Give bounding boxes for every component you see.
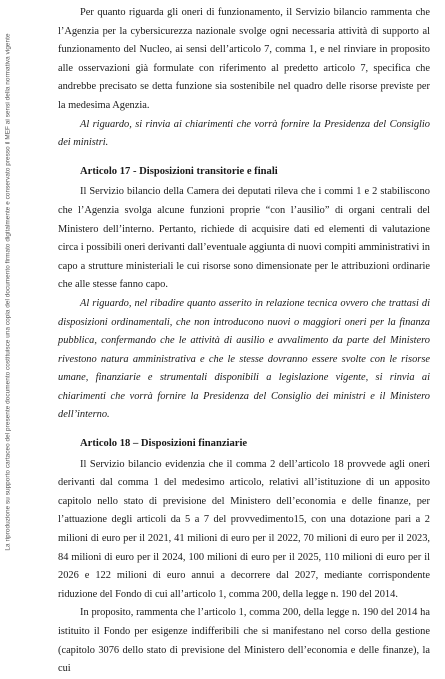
article-18-paragraph-1: Il Servizio bilancio evidenzia che il comma 2 dell’articolo 18 provvede agli oneri derivanti dal comma 1 del medesimo articolo, relativi all’istituzione di un apposito capitolo nello stato di previsione del Ministero dell’economia e delle finanze, per l’attuazione degli articoli da 5 a 7 del provvedimento15, con una dotazione pari a 2 milioni di euro per il 2021, 41 milioni di euro per il 2022, 70 milioni di euro per il 2023, 84 milioni di euro per il 2024, 100 milioni di euro per il 2025, 110 milioni di euro per il 2026 e 122 milioni di euro annui a decorrere dal 2027, mediante corrispondente riduzione del Fondo di cui all’articolo 1, comma 200, della legge n. 190 del 2014. bbox=[58, 458, 430, 600]
article-18-heading: Articolo 18 – Disposizioni finanziarie bbox=[80, 438, 248, 450]
paragraph-rinvio-presidenza: Al riguardo, si rinvia ai chiarimenti che vorrà fornire la Presidenza del Consiglio dei ministri. bbox=[58, 118, 430, 149]
article-18-paragraph-2: In proposito, rammenta che l’articolo 1, comma 200, della legge n. 190 del 2014 ha istituito il Fondo per esigenze indifferibili che si manifestano nel corso della gestione (capitolo 3076 dello stato di previsione del Ministero dell’economia e delle finanze), la cui bbox=[58, 607, 430, 675]
article-17-heading: Articolo 17 - Disposizioni transitorie e finali bbox=[80, 165, 278, 177]
paragraph-funzionamento: Per quanto riguarda gli oneri di funzionamento, il Servizio bilancio rammenta che l’Agenzia per la cybersicurezza nazionale svolge ogni necessaria attività di supporto al funzionamento del Nucleo, ai sensi dell’articolo 7, comma 1, e nel rinviare in proposito alle osservazioni già formulate con riferimento al predetto articolo 7, specifica che andrebbe precisato se detta funzione sia sostenibile nel quadro delle risorse previste per la medesima Agenzia. bbox=[58, 7, 430, 111]
article-17-paragraph-2: Al riguardo, nel ribadire quanto asserito in relazione tecnica ovvero che trattasi di disposizioni ordinamentali, che non introducono nuovi o maggiori oneri per la finanza pubblica, confermando che le attività di ausilio e avvalimento da parte del Ministero rivestono natura amministrativa e che le stesse dovranno essere svolte con le risorse umane, finanziarie e strumentali disponibili a legislazione vigente, si rinvia ai chiarimenti che vorrà fornire la Presidenza del Consiglio dei ministri e il Ministero dell’interno. bbox=[58, 297, 430, 421]
legal-margin-note bbox=[2, 0, 14, 584]
legal-margin-note-text: La riproduzione su supporto cartaceo del presente documento costituisce una copia del documento firmato digitalmente e conservato presso il MEF ai sensi della normativa vigente bbox=[4, 33, 12, 551]
document-body bbox=[58, 4, 430, 679]
article-17-paragraph-1: Il Servizio bilancio della Camera dei deputati rileva che i commi 1 e 2 stabiliscono che l’Agenzia svolga alcune funzioni proprie “con l’ausilio” di organi centrali del Ministero dell’interno. Pertanto, richiede di acquisire dati ed elementi di valutazione circa i possibili oneri derivanti dall’eventuale aggiunta di nuovi compiti amministrativi in capo a strutture ministeriali le cui risorse sono dimensionate per le attribuzioni ordinarie che alle stesse fanno capo. bbox=[58, 186, 430, 291]
